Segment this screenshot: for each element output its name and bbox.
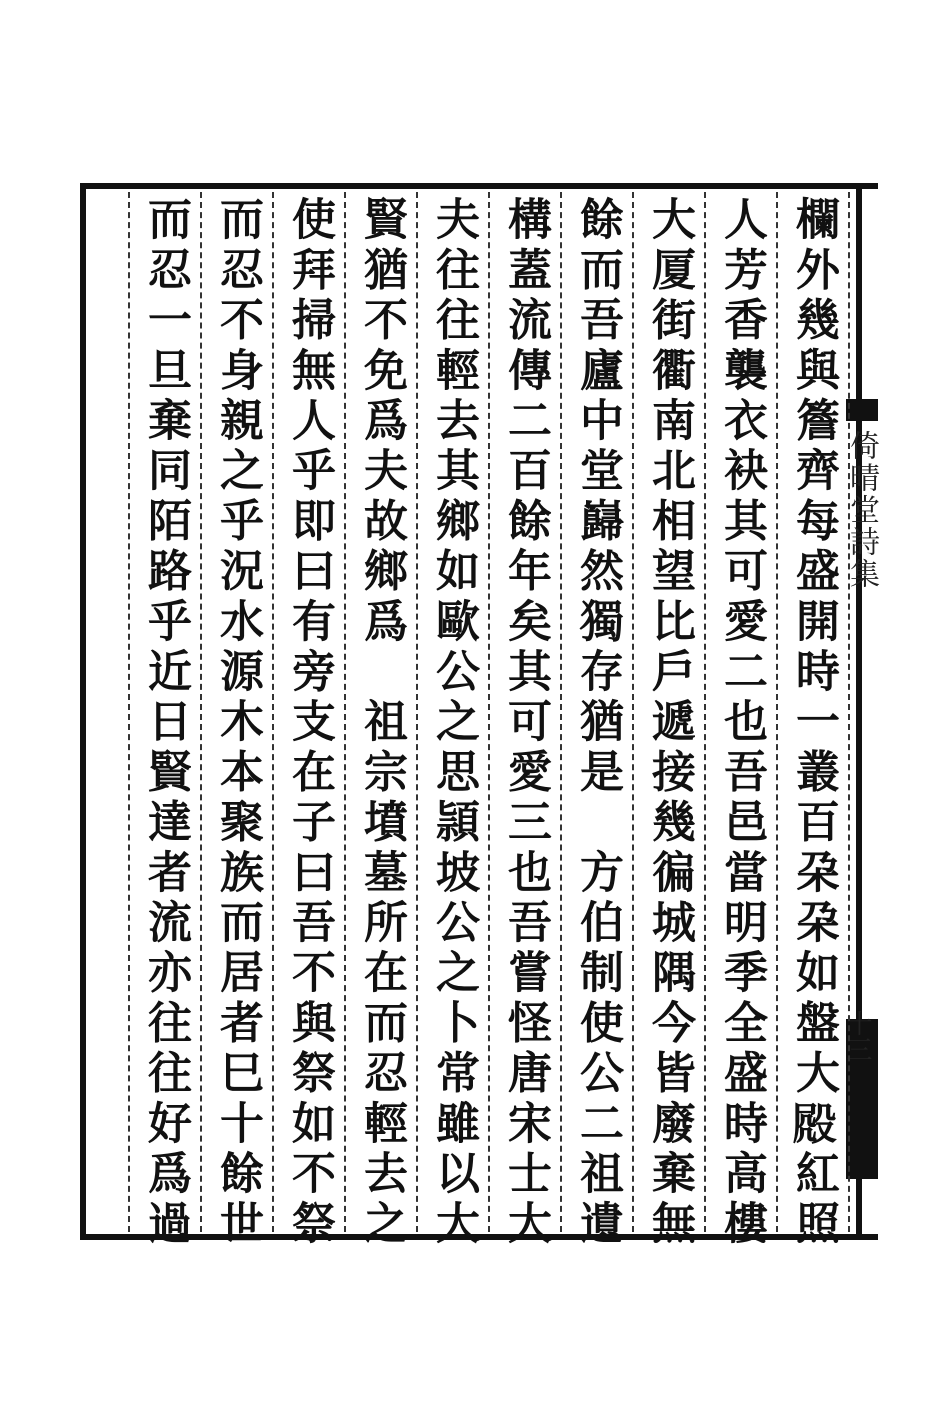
column-rule: [488, 192, 490, 1232]
column-rule: [128, 192, 130, 1232]
text-column-9: 而忍不身親之乎況水源木本聚族而居者巳十餘世: [212, 196, 263, 1251]
column-rule: [416, 192, 418, 1232]
text-column-3: 大厦街衢南北相望比戶遞接幾徧城隅今皆廢棄無: [644, 196, 695, 1251]
column-rule: [848, 192, 850, 1232]
folio-number: 十三: [842, 1010, 872, 1062]
fish-tail-top: [846, 399, 878, 421]
column-rule: [200, 192, 202, 1232]
column-rule: [704, 192, 706, 1232]
column-rule: [776, 192, 778, 1232]
fore-edge-strip: [842, 183, 878, 1240]
column-rule: [344, 192, 346, 1232]
column-rule: [632, 192, 634, 1232]
column-rule: [560, 192, 562, 1232]
text-column-8: 使拜掃無人乎即曰有旁支在子曰吾不與祭如不祭: [284, 196, 335, 1251]
side-title: 倚晴堂詩集: [844, 430, 879, 590]
text-column-7: 賢猶不免爲夫故鄉爲 祖宗墳墓所在而忍輕去之: [356, 196, 407, 1251]
text-column-1: 欄外幾與簷齊每盛開時一叢百朶朶如盤大𣪍紅照: [788, 196, 839, 1251]
column-rule: [272, 192, 274, 1232]
text-column-5: 構蓋流傳二百餘年矣其可愛三也吾嘗怪唐宋士大: [500, 196, 551, 1251]
text-column-2: 人芳香襲衣袂其可愛二也吾邑當明季全盛時高樓: [716, 196, 767, 1251]
text-column-4: 餘而吾廬中堂巋然獨存猶是 方伯制使公二祖遺: [572, 196, 623, 1251]
text-column-10: 而忍一旦棄同陌路乎近日賢達者流亦往往好爲過: [140, 196, 191, 1251]
text-column-6: 夫往往輕去其鄉如歐公之思頴坡公之卜常雖以大: [428, 196, 479, 1251]
